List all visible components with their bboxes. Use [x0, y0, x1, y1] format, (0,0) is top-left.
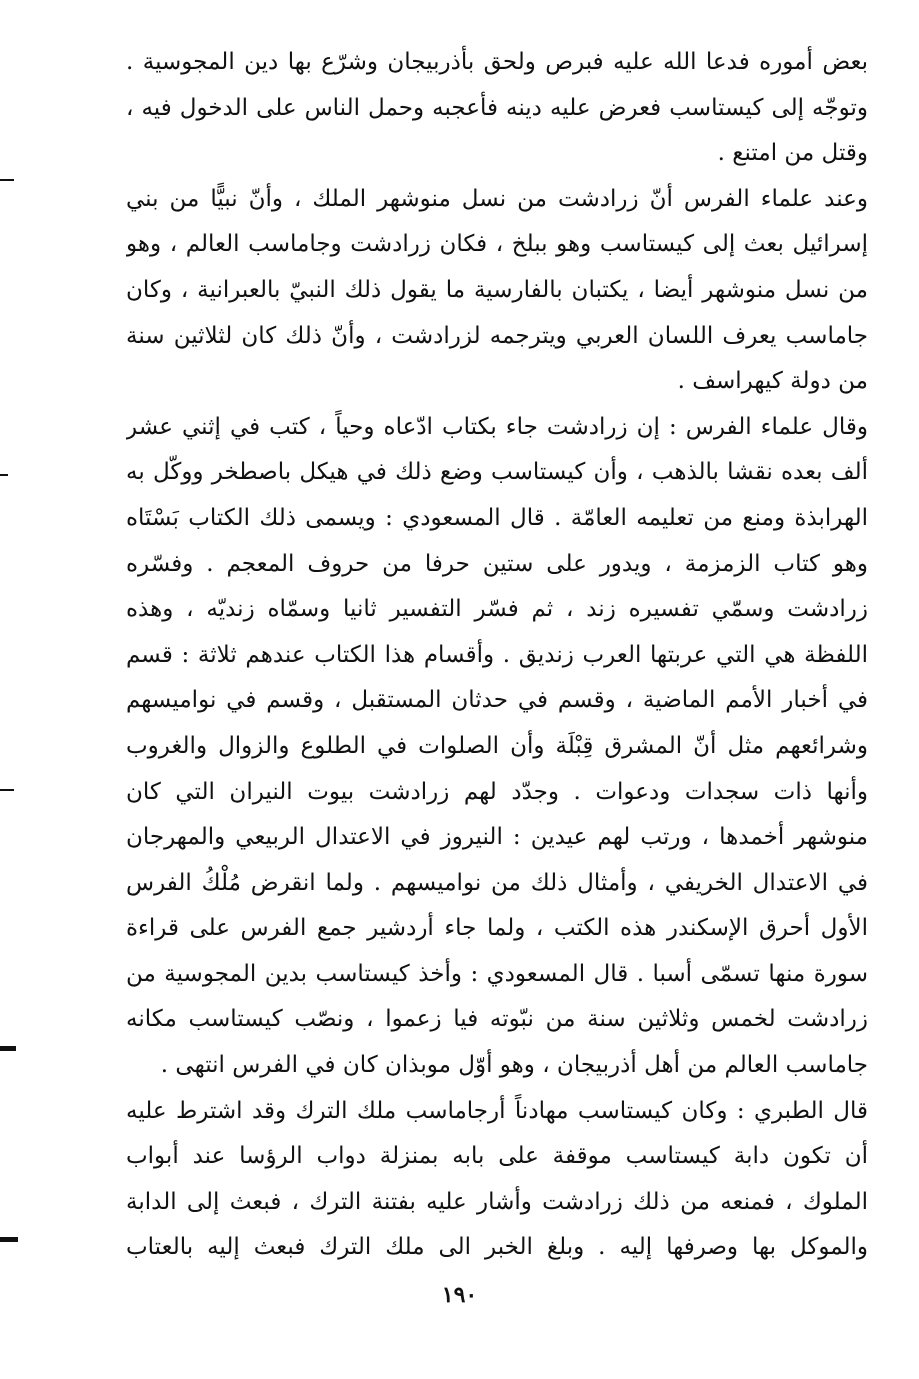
paragraph-zoroaster-lineage: وعند علماء الفرس أنّ زرادشت من نسل منوشهر الملك ، وأنّ نبيًّا من بني إسرائيل بعث إلى كيستاسب وهو ببلخ ، فكان زرادشت وجاماسب العالم ، وهو من نسل منوشهر أيضا ، يكتبان بالفارسية ما يقول ذلك النبيّ بالعبرانية ، وكان جاماسب يعرف اللسان العربي ويترجمه لزرادشت ، وأنّ ذلك كان لثلاثين سنة من دولة كيهراسف .	[126, 185, 868, 395]
margin-mark	[0, 1237, 18, 1242]
margin-mark	[0, 789, 14, 791]
body-text	[126, 40, 868, 1260]
paragraph-zoroaster-book: وقال علماء الفرس : إن زرادشت جاء بكتاب ادّعاه وحياً ، كتب في إثني عشر ألف بعده نقشا بالذهب ، وأن كيستاسب وضع ذلك في هيكل باصطخر ووكّل به الهرابذة ومنع من تعليمه العامّة . قال المسعودي : ويسمى ذلك الكتاب بَسْتَاه وهو كتاب الزمزمة ، ويدور على ستين حرفا من حروف المعجم . وفسّره زرادشت وسمّي تفسيره زند ، ثم فسّر التفسير ثانيا وسمّاه زنديّه ، وهذه اللفظة هي التي عربتها العرب زنديق . وأقسام هذا الكتاب عندهم ثلاثة : قسم في أخبار الأمم الماضية ، وقسم في حدثان المستقبل ، وقسم في نواميسهم وشرائعهم مثل أنّ المشرق قِبْلَة وأن الصلوات في الطلوع والزوال والغروب وأنها ذات سجدات ودعوات . وجدّد لهم زرادشت بيوت النيران التي كان منوشهر أخمدها ، ورتب لهم عيدين : النيروز في الاعتدال الربيعي والمهرجان في الاعتدال الخريفي ، وأمثال ذلك من نواميسهم . ولما انقرض مُلْكُ الفرس الأول أحرق الإسكندر هذه الكتب ، ولما جاء أردشير جمع الفرس على قراءة سورة منها تسمّى أسبا . قال المسعودي : وأخذ كيستاسب بدين المجوسية من زرادشت لخمس وثلاثين سنة من نبّوته فيا زعموا ، ونصّب كيستاسب مكانه جاماسب العالم من أهل أذربيجان ، وهو أوّل موبذان كان في الفرس انتهى .	[126, 413, 868, 1079]
page-number: ١٩٠	[441, 1282, 478, 1308]
margin-mark	[0, 1046, 16, 1051]
margin-mark	[0, 179, 14, 181]
paragraph-continuation: بعض أموره فدعا الله عليه فبرص ولحق بأذربيجان وشرّع بها دين المجوسية . وتوجّه إلى كيستاسب فعرض عليه دينه فأعجبه وحمل الناس على الدخول فيه ، وقتل من امتنع .	[126, 49, 868, 167]
paragraph-tabari-account: قال الطبري : وكان كيستاسب مهادناً أرجاماسب ملك الترك وقد اشترط عليه أن تكون دابة كيستاسب موقفة على بابه بمنزلة دواب الرؤسا عند أبواب الملوك ، فمنعه من ذلك زرادشت وأشار عليه بفتنة الترك ، فبعث إلى الدابة والموكل بها وصرفها إليه . وبلغ الخبر الى ملك الترك فبعث إليه بالعتاب	[126, 1097, 868, 1260]
margin-mark	[0, 474, 8, 476]
